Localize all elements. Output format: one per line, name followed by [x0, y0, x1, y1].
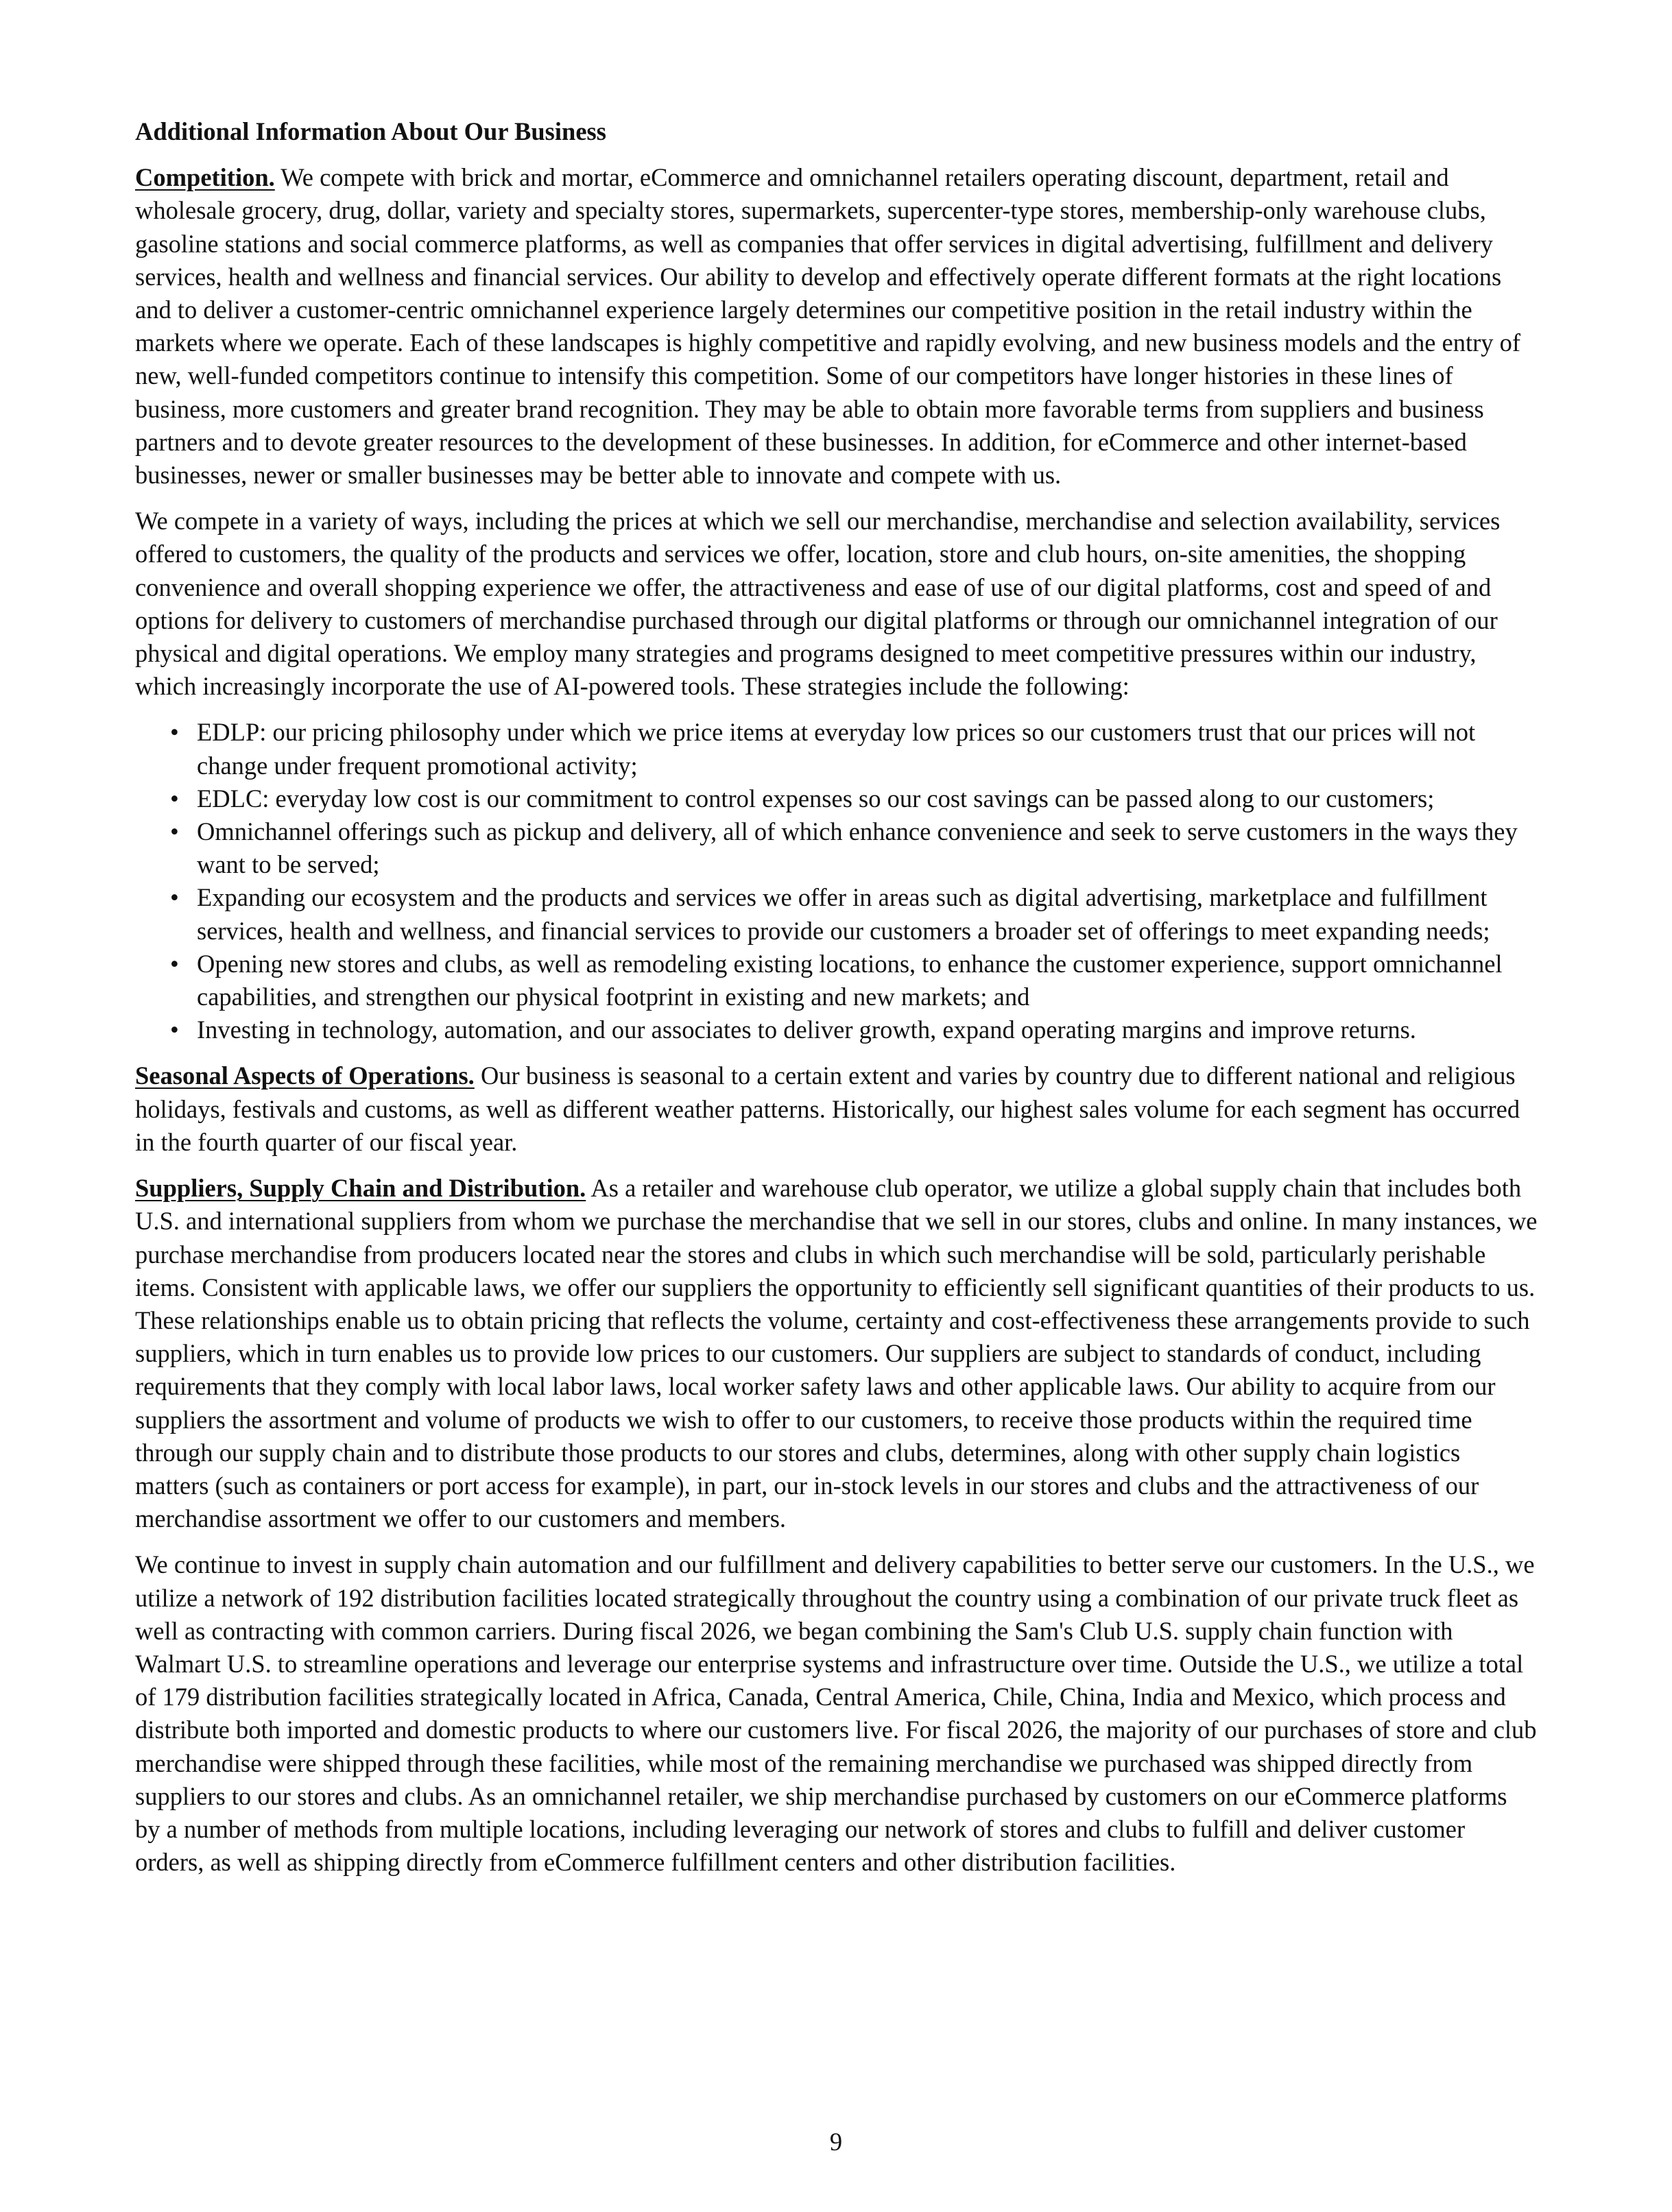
- competition-body: We compete with brick and mortar, eCommerce and omnichannel retailers operating discount, department, retail and wholesale grocery, drug, dollar, variety and specialty stores, supermarkets, supercenter-type stores, membership-only warehouse clubs, gasoline stations and social commerce platforms, as well as companies that offer services in digital advertising, fulfillment and delivery services, health and wellness and financial services. Our ability to develop and effectively operate different formats at the right locations and to deliver a customer-centric omnichannel experience largely determines our competitive position in the retail industry within the markets where we operate. Each of these landscapes is highly competitive and rapidly evolving, and new business models and the entry of new, well-funded competitors continue to intensify this competition. Some of our competitors have longer histories in these lines of business, more customers and greater brand recognition. They may be able to obtain more favorable terms from suppliers and business partners and to devote greater resources to the development of these businesses. In addition, for eCommerce and other internet-based businesses, newer or smaller businesses may be better able to innovate and compete with us.: [135, 163, 1521, 490]
- strategy-text: EDLP: our pricing philosophy under which we price items at everyday low prices so our customers trust that our prices will not change under frequent promotional activity;: [197, 718, 1476, 780]
- list-item: [135, 948, 1538, 1013]
- seasonal-lead: Seasonal Aspects of Operations.: [135, 1061, 475, 1090]
- bullet-icon: •: [170, 883, 179, 912]
- section-heading: Additional Information About Our Business: [135, 117, 606, 145]
- bullet-icon: •: [170, 784, 179, 813]
- document-page: [135, 115, 1538, 1892]
- list-item: [135, 881, 1538, 947]
- suppliers-body: As a retailer and warehouse club operator, we utilize a global supply chain that includes both U.S. and international suppliers from whom we purchase the merchandise that we sell in our stores, clubs and online. In many instances, we purchase merchandise from producers located near the stores and clubs in which such merchandise will be sold, particularly perishable items. Consistent with applicable laws, we offer our suppliers the opportunity to efficiently sell significant quantities of their products to us. These relationships enable us to obtain pricing that reflects the volume, certainty and cost-effectiveness these arrangements provide to such suppliers, which in turn enables us to provide low prices to our customers. Our suppliers are subject to standards of conduct, including requirements that they comply with local labor laws, local worker safety laws and other applicable laws. Our ability to acquire from our suppliers the assortment and volume of products we wish to offer to our customers, to receive those products within the required time through our supply chain and to distribute those products to our stores and clubs, determines, along with other supply chain logistics matters (such as containers or port access for example), in part, our in-stock levels in our stores and clubs and the attractiveness of our merchandise assortment we offer to our customers and members.: [135, 1174, 1538, 1533]
- list-item: [135, 815, 1538, 881]
- seasonal-body: Our business is seasonal to a certain extent and varies by country due to different national and religious holidays, festivals and customs, as well as different weather patterns. Historically, our highest sales volume for each segment has occurred in the fourth quarter of our fiscal year.: [135, 1061, 1520, 1156]
- bullet-icon: •: [170, 949, 179, 978]
- bullet-icon: •: [170, 718, 179, 747]
- suppliers-lead: Suppliers, Supply Chain and Distribution.: [135, 1174, 586, 1203]
- strategy-text: EDLC: everyday low cost is our commitment to control expenses so our cost savings can be passed along to our customers;: [197, 784, 1435, 813]
- seasonal-paragraph: [135, 1059, 1538, 1159]
- competition-lead: Competition.: [135, 163, 275, 192]
- strategy-text: Opening new stores and clubs, as well as remodeling existing locations, to enhance the customer experience, support omnichannel capabilities, and strengthen our physical footprint in existing and new markets; and: [197, 949, 1503, 1011]
- compete-ways-paragraph: We compete in a variety of ways, including the prices at which we sell our merchandise, merchandise and selection availability, services offered to customers, the quality of the products and services we offer, location, store and club hours, on-site amenities, the shopping convenience and overall shopping experience we offer, the attractiveness and ease of use of our digital platforms, cost and speed of and options for delivery to customers of merchandise purchased through our digital platforms or through our omnichannel integration of our physical and digital operations. We employ many strategies and programs designed to meet competitive pressures within our industry, which increasingly incorporate the use of AI-powered tools. These strategies include the following:: [135, 507, 1501, 701]
- page-number: 9: [829, 2128, 843, 2156]
- list-item: [135, 716, 1538, 782]
- strategy-text: Omnichannel offerings such as pickup and delivery, all of which enhance convenience and seek to serve customers in the ways they want to be served;: [197, 817, 1518, 879]
- supply-chain-investment-paragraph: We continue to invest in supply chain automation and our fulfillment and delivery capabilities to better serve our customers. In the U.S., we utilize a network of 192 distribution facilities located strategically throughout the country using a combination of our private truck fleet as well as contracting with common carriers. During fiscal 2026, we began combining the Sam's Club U.S. supply chain function with Walmart U.S. to streamline operations and leverage our enterprise systems and infrastructure over time. Outside the U.S., we utilize a total of 179 distribution facilities strategically located in Africa, Canada, Central America, Chile, China, India and Mexico, which process and distribute both imported and domestic products to where our customers live. For fiscal 2026, the majority of our purchases of store and club merchandise were shipped through these facilities, while most of the remaining merchandise we purchased was shipped directly from suppliers to our stores and clubs. As an omnichannel retailer, we ship merchandise purchased by customers on our eCommerce platforms by a number of methods from multiple locations, including leveraging our network of stores and clubs to fulfill and deliver customer orders, as well as shipping directly from eCommerce fulfillment centers and other distribution facilities.: [135, 1550, 1537, 1877]
- bullet-icon: •: [170, 1015, 179, 1044]
- strategy-text: Investing in technology, automation, and our associates to deliver growth, expand operating margins and improve returns.: [197, 1015, 1416, 1044]
- list-item: [135, 1013, 1538, 1046]
- strategies-list: [135, 716, 1538, 1046]
- list-item: [135, 782, 1538, 815]
- bullet-icon: •: [170, 817, 179, 846]
- strategy-text: Expanding our ecosystem and the products and services we offer in areas such as digital advertising, marketplace and fulfillment services, health and wellness, and financial services to provide our customers a broader set of offerings to meet expanding needs;: [197, 883, 1490, 945]
- suppliers-paragraph: [135, 1172, 1538, 1535]
- competition-paragraph: [135, 161, 1538, 492]
